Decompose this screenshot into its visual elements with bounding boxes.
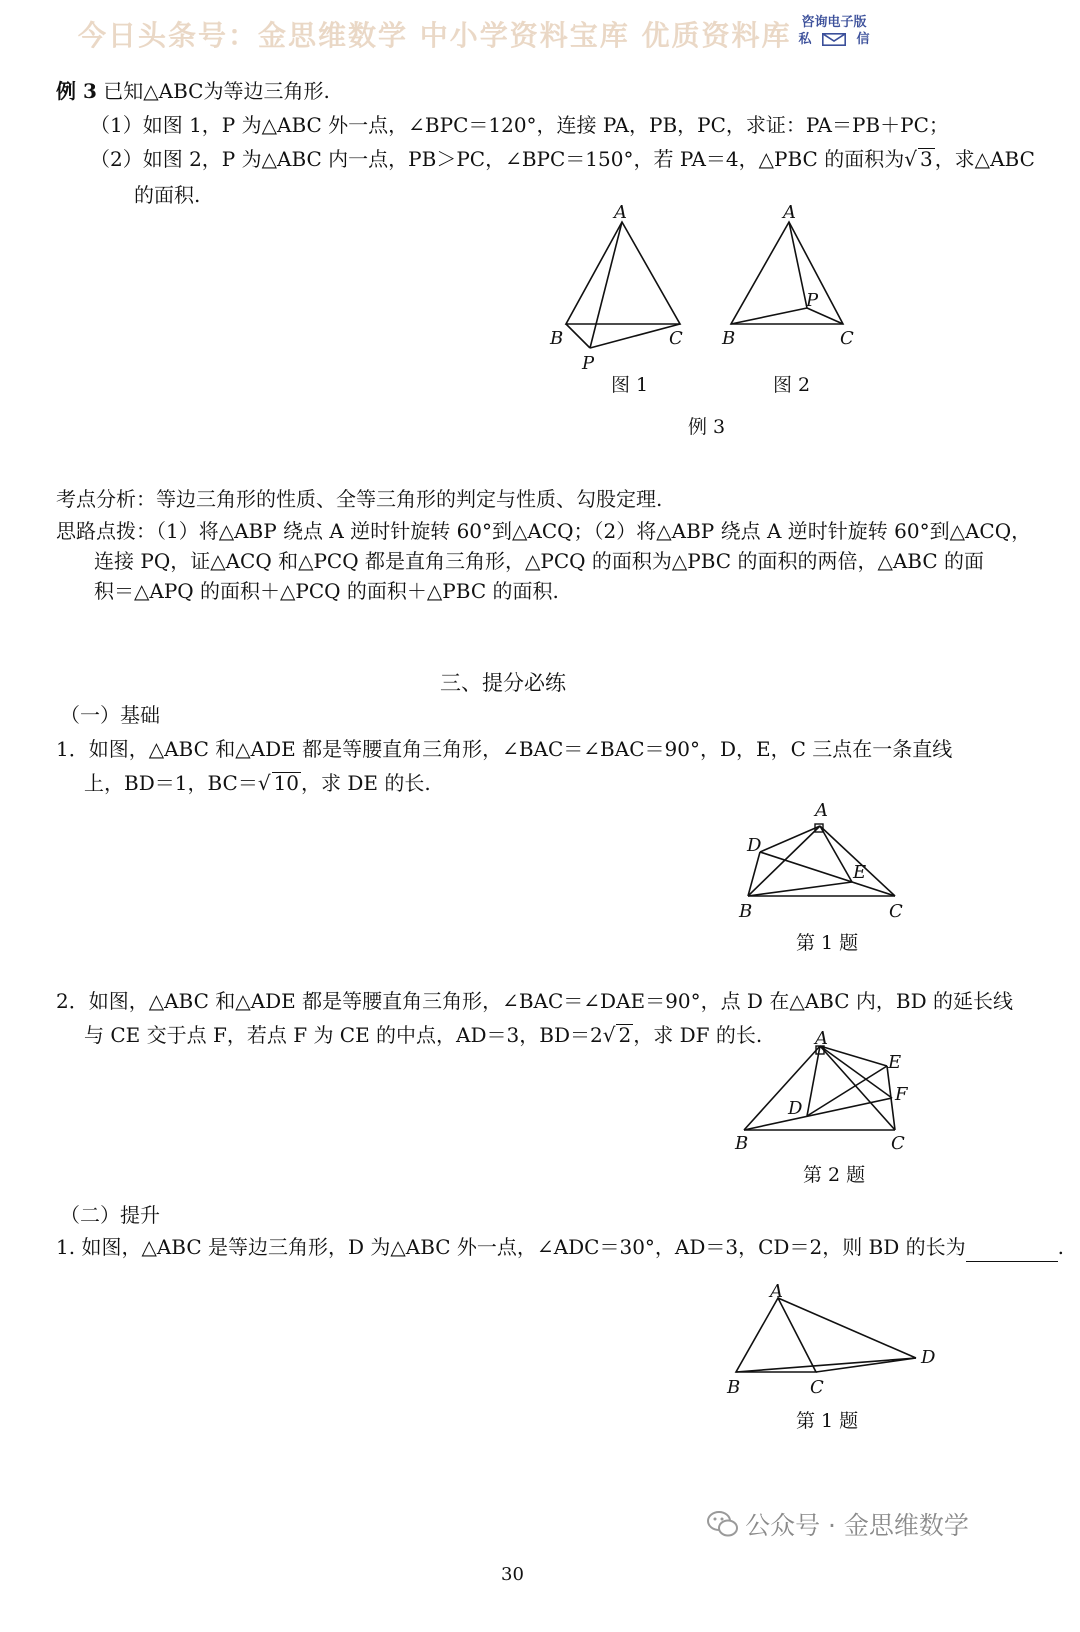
- q2-segment-ac: [820, 1046, 895, 1130]
- basic-q2-sqrt: 2: [618, 1023, 632, 1047]
- fig1-label-b: B: [550, 328, 564, 349]
- example3-part2-cont: 的面积.: [134, 183, 201, 207]
- analysis-points: 考点分析：等边三角形的性质、全等三角形的判定与性质、勾股定理.: [56, 487, 663, 511]
- basic-q1-sqrt: 10: [273, 771, 300, 795]
- q2-segment-ad-extended: [820, 1046, 892, 1098]
- fig1-label-p: P: [582, 353, 595, 374]
- example3-label: 例 3: [56, 79, 97, 103]
- example3-intro: 已知△ABC为等边三角形.: [103, 79, 330, 103]
- basic-q2-text-b: ，求 DF 的长.: [633, 1023, 763, 1047]
- iq1-label-d: D: [921, 1347, 936, 1368]
- fig1-label-c: C: [669, 328, 683, 349]
- improve-q1-figure: [720, 1280, 930, 1380]
- fig1-label-a: A: [614, 202, 627, 223]
- q2-label-f: F: [895, 1084, 908, 1105]
- fig2-label-a: A: [783, 202, 796, 223]
- q1-label-b: B: [739, 901, 753, 922]
- envelope-icon: [822, 33, 846, 46]
- section-basic-heading: （一）基础: [60, 703, 160, 727]
- q2-segment-ae: [820, 1046, 887, 1066]
- fig2-label-p: P: [806, 290, 819, 311]
- basic-q2-line2: [84, 1020, 762, 1050]
- example3-heading: [56, 76, 330, 106]
- example3-part2-text-b: ，求△ABC: [934, 147, 1035, 171]
- footer-account: [706, 1506, 969, 1542]
- section-title: 三、提分必练: [440, 671, 566, 695]
- example3-part2: [90, 144, 1035, 174]
- fig2-segment-pb: [731, 308, 807, 324]
- q2-label-e: E: [888, 1052, 902, 1073]
- basic-q2-text-a: 与 CE 交于点 F，若点 F 为 CE 的中点，AD＝3，BD＝2: [84, 1023, 603, 1047]
- example3-caption: 例 3: [688, 416, 726, 438]
- q1-label-a: A: [815, 800, 828, 821]
- basic-q2-line1: 2．如图，△ABC 和△ADE 都是等腰直角三角形，∠BAC＝∠DAE＝90°，点 D 在△ABC 内，BD 的延长线: [56, 989, 1013, 1013]
- q1-segment-dc: [760, 852, 895, 896]
- sqrt-sign: √: [602, 1023, 616, 1047]
- fig1-caption: 图 1: [611, 374, 649, 396]
- watermark-badge-top: 咨询电子版: [801, 15, 867, 30]
- analysis-hint-2: 连接 PQ，证△ACQ 和△PCQ 都是直角三角形，△PCQ 的面积为△PBC 的面积的两倍，△ABC 的面: [94, 549, 984, 573]
- q2-segment-bf: [744, 1098, 892, 1130]
- basic-q1-text-a: 上，BD＝1，BC＝: [84, 771, 258, 795]
- basic-q1-text-b: ，求 DE 的长.: [301, 771, 431, 795]
- watermark-badge-left: 私: [798, 32, 812, 47]
- iq1-segment-ad: [778, 1298, 916, 1358]
- footer-account-text: 公众号 · 金思维数学: [745, 1511, 969, 1540]
- q2-segment-ad: [807, 1046, 820, 1116]
- section-improve-heading: （二）提升: [60, 1203, 160, 1227]
- improve-q1-end: .: [1057, 1235, 1064, 1259]
- fig1-triangle-abc: [566, 222, 680, 324]
- fig2-label-c: C: [840, 328, 854, 349]
- analysis-hint-3: 积＝△APQ 的面积＋△PCQ 的面积＋△PBC 的面积.: [94, 579, 559, 603]
- q1-segment-ad: [760, 826, 820, 852]
- basic-q1-caption: 第 1 题: [796, 932, 859, 954]
- improve-q1-caption: 第 1 题: [796, 1410, 859, 1432]
- iq1-label-b: B: [727, 1377, 741, 1398]
- basic-q2-caption: 第 2 题: [803, 1164, 866, 1186]
- improve-q1-text: 1. 如图，△ABC 是等边三角形，D 为△ABC 外一点，∠ADC＝30°，AD＝3，CD＝2，则 BD 的长为: [56, 1235, 966, 1259]
- iq1-label-c: C: [810, 1377, 824, 1398]
- q2-label-a: A: [815, 1028, 828, 1049]
- example3-part2-text-a: （2）如图 2，P 为△ABC 内一点，PB＞PC，∠BPC＝150°，若 PA＝4，△PBC 的面积为: [90, 147, 905, 171]
- fig1-segment-pc: [590, 324, 680, 348]
- fig1-segment-pa: [590, 222, 622, 348]
- fig2-caption: 图 2: [773, 374, 811, 396]
- q1-label-c: C: [889, 901, 903, 922]
- basic-q1-line2: [84, 768, 431, 798]
- sqrt-sign: √: [257, 771, 271, 795]
- q2-label-d: D: [788, 1098, 803, 1119]
- sqrt-sign: √: [904, 147, 917, 171]
- fig1-segment-pb: [566, 324, 590, 348]
- watermark-badge-right: 信: [856, 32, 870, 47]
- basic-q1-line1: 1．如图，△ABC 和△ADE 都是等腰直角三角形，∠BAC＝∠BAC＝90°，D，E，C 三点在一条直线: [56, 737, 953, 761]
- q1-label-e: E: [853, 862, 867, 883]
- watermark-badge: [790, 14, 878, 48]
- wechat-icon: [706, 1509, 740, 1539]
- analysis-hint-1: 思路点拨：（1）将△ABP 绕点 A 逆时针旋转 60°到△ACQ；（2）将△ABP 绕点 A 逆时针旋转 60°到△ACQ，: [56, 519, 1032, 543]
- answer-blank[interactable]: [966, 1239, 1058, 1262]
- watermark-text: 今日头条号：金思维数学 中小学资料宝库 优质资料库: [78, 19, 792, 52]
- q1-segment-be: [748, 882, 852, 896]
- q2-label-c: C: [891, 1133, 905, 1154]
- q1-label-d: D: [747, 835, 762, 856]
- example3-part1: （1）如图 1，P 为△ABC 外一点，∠BPC＝120°，连接 PA，PB，PC，求证：PA＝PB＋PC；: [90, 113, 949, 137]
- fig2-label-b: B: [722, 328, 736, 349]
- basic-q1-figure: [730, 810, 910, 910]
- page-number: 30: [501, 1564, 524, 1585]
- example3-figure1: [540, 200, 700, 380]
- fig2-triangle-abc: [731, 222, 843, 324]
- example3-part2-sqrt: 3: [919, 147, 933, 171]
- q2-segment-ab: [744, 1046, 820, 1130]
- fig2-segment-pa: [789, 222, 807, 308]
- q2-label-b: B: [735, 1133, 749, 1154]
- improve-q1: [56, 1232, 1064, 1262]
- iq1-label-a: A: [770, 1281, 783, 1302]
